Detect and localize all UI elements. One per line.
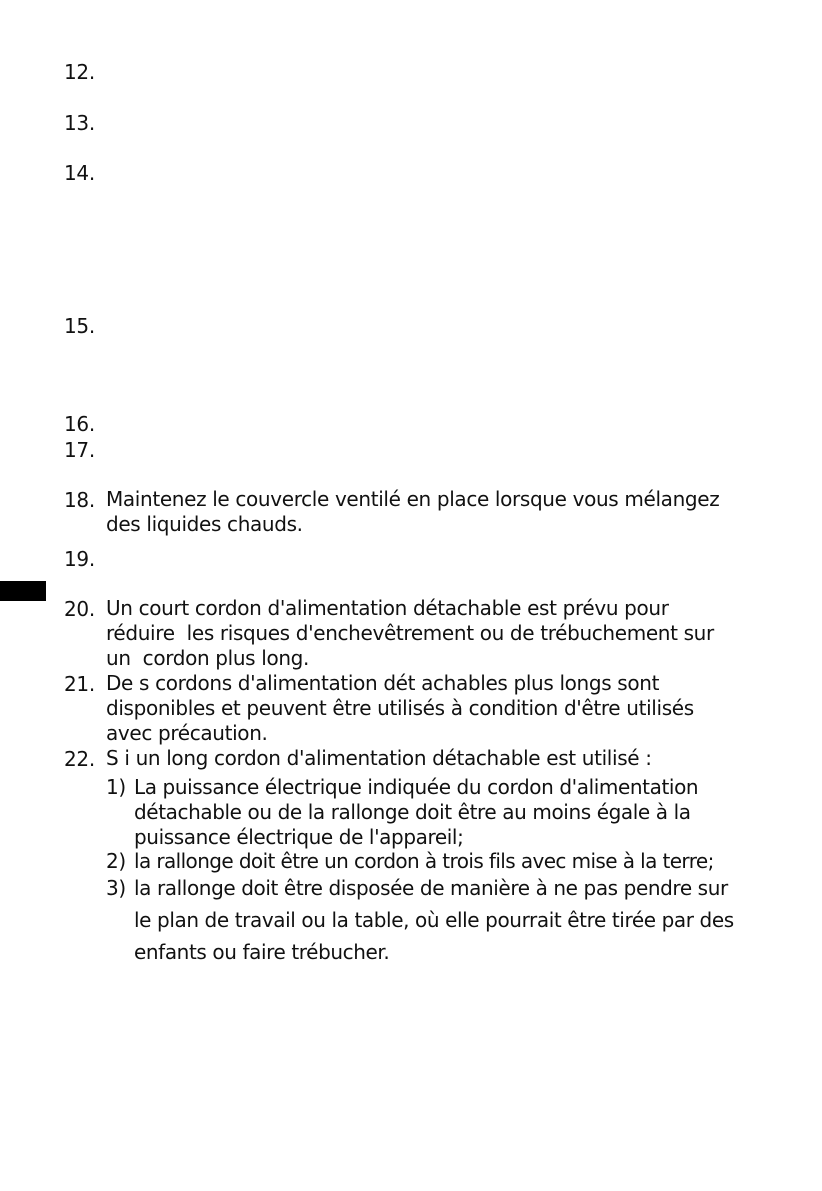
subitem-text-3-line-3: enfants ou faire trébucher. bbox=[134, 940, 390, 964]
item-text-21-line-1: De s cordons d'alimentation dét achables plus longs sont bbox=[106, 671, 660, 695]
item-text-18-line-1: Maintenez le couvercle ventilé en place lorsque vous mélangez bbox=[106, 487, 720, 511]
subitem-number-2: 2) bbox=[106, 849, 126, 873]
section-tab-marker bbox=[0, 581, 46, 601]
item-text-20-line-2: réduire les risques d'enchevêtrement ou de trébuchement sur bbox=[106, 621, 714, 645]
item-number-19: 19. bbox=[64, 547, 95, 571]
item-text-21-line-3: avec précaution. bbox=[106, 721, 268, 745]
item-number-18: 18. bbox=[64, 488, 95, 512]
subitem-number-3: 3) bbox=[106, 876, 126, 900]
item-number-13: 13. bbox=[64, 111, 95, 135]
item-number-20: 20. bbox=[64, 597, 95, 621]
item-text-21 bbox=[106, 671, 786, 746]
subitem-text-2 bbox=[134, 849, 794, 874]
subitem-text-3-line-2: le plan de travail ou la table, où elle pourrait être tirée par des bbox=[134, 908, 734, 932]
item-number-15: 15. bbox=[64, 314, 95, 338]
item-text-20-line-1: Un court cordon d'alimentation détachable est prévu pour bbox=[106, 596, 669, 620]
item-text-18 bbox=[106, 487, 786, 537]
subitem-text-2-line-1: la rallonge doit être un cordon à trois fils avec mise à la terre; bbox=[134, 849, 714, 873]
subitem-text-1-line-2: détachable ou de la rallonge doit être au moins égale à la bbox=[134, 800, 691, 824]
subitem-text-3-line-1: la rallonge doit être disposée de manière à ne pas pendre sur bbox=[134, 876, 728, 900]
item-text-22 bbox=[106, 746, 786, 771]
item-number-17: 17. bbox=[64, 438, 95, 462]
item-text-18-line-2: des liquides chauds. bbox=[106, 512, 303, 536]
item-number-22: 22. bbox=[64, 747, 95, 771]
subitem-text-1 bbox=[134, 775, 794, 850]
item-number-14: 14. bbox=[64, 161, 95, 185]
item-number-16: 16. bbox=[64, 412, 95, 436]
subitem-number-1: 1) bbox=[106, 775, 126, 799]
item-number-21: 21. bbox=[64, 672, 95, 696]
item-text-21-line-2: disponibles et peuvent être utilisés à condition d'être utilisés bbox=[106, 696, 694, 720]
item-text-22-line-1: S i un long cordon d'alimentation détachable est utilisé : bbox=[106, 746, 652, 770]
subitem-text-1-line-3: puissance électrique de l'appareil; bbox=[134, 825, 464, 849]
item-text-20 bbox=[106, 596, 786, 671]
subitem-text-3 bbox=[134, 876, 794, 965]
item-text-20-line-3: un cordon plus long. bbox=[106, 646, 310, 670]
subitem-text-1-line-1: La puissance électrique indiquée du cordon d'alimentation bbox=[134, 775, 699, 799]
item-number-12: 12. bbox=[64, 60, 95, 84]
